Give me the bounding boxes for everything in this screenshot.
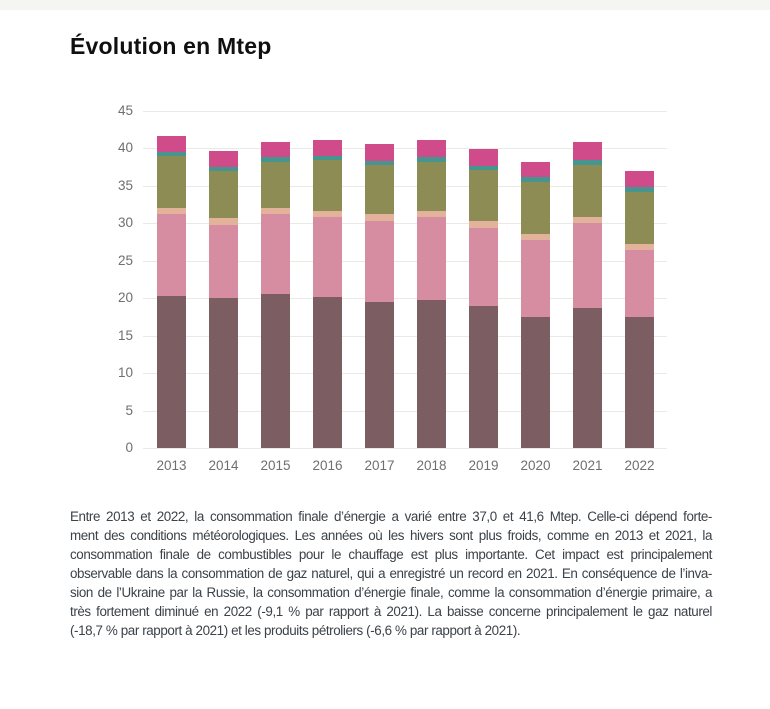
bar-segment-teal-2017[interactable] bbox=[365, 161, 394, 166]
bar-segment-brown-2016[interactable] bbox=[313, 297, 342, 449]
y-tick-label: 45 bbox=[117, 103, 133, 118]
y-tick-label: 15 bbox=[117, 328, 133, 343]
bar-segment-pink-2013[interactable] bbox=[157, 214, 186, 296]
bar-segment-olive-2022[interactable] bbox=[625, 192, 654, 245]
bar-segment-teal-2022[interactable] bbox=[625, 187, 654, 192]
bar-segment-brown-2020[interactable] bbox=[521, 317, 550, 448]
bar-segment-olive-2016[interactable] bbox=[313, 160, 342, 211]
bar-segment-peach-2015[interactable] bbox=[261, 208, 290, 214]
bar-segment-magenta-2020[interactable] bbox=[521, 162, 550, 177]
bar-segment-pink-2017[interactable] bbox=[365, 221, 394, 302]
bar-segment-pink-2020[interactable] bbox=[521, 240, 550, 317]
y-tick-label: 20 bbox=[117, 290, 133, 305]
top-band bbox=[0, 0, 770, 10]
bar-segment-olive-2021[interactable] bbox=[573, 165, 602, 218]
y-tick-label: 35 bbox=[117, 178, 133, 193]
bar-segment-magenta-2019[interactable] bbox=[469, 149, 498, 166]
x-tick-label: 2015 bbox=[260, 458, 291, 473]
bar-segment-brown-2018[interactable] bbox=[417, 300, 446, 449]
bar-segment-teal-2021[interactable] bbox=[573, 160, 602, 165]
description-line: (-18,7 % par rapport à 2021) et les produits pétroliers (-6,6 % par rapport à 2021). bbox=[70, 623, 521, 638]
bar-segment-teal-2013[interactable] bbox=[157, 152, 186, 157]
bar-segment-olive-2019[interactable] bbox=[469, 170, 498, 221]
description-paragraph bbox=[70, 507, 712, 640]
bar-segment-pink-2016[interactable] bbox=[313, 217, 342, 297]
y-tick-label: 10 bbox=[117, 365, 133, 380]
bar-segment-teal-2020[interactable] bbox=[521, 177, 550, 182]
x-tick-label: 2016 bbox=[312, 458, 343, 473]
bar-segment-brown-2021[interactable] bbox=[573, 308, 602, 448]
y-tick-label: 5 bbox=[125, 403, 133, 418]
bar-segment-pink-2014[interactable] bbox=[209, 225, 238, 299]
x-tick-label: 2013 bbox=[156, 458, 187, 473]
bar-segment-magenta-2016[interactable] bbox=[313, 140, 342, 156]
description-line: consommation finale de combustibles pour le chauffage est plus importante. Cet impact est principalement bbox=[70, 547, 712, 562]
bar-segment-magenta-2021[interactable] bbox=[573, 142, 602, 160]
y-tick-label: 30 bbox=[117, 215, 133, 230]
description-line: observable dans la consommation de gaz naturel, qui a enregistré un record en 2021. En conséquence de l’inva- bbox=[70, 566, 712, 581]
bar-segment-teal-2015[interactable] bbox=[261, 157, 290, 162]
bar-segment-peach-2016[interactable] bbox=[313, 211, 342, 217]
y-tick-label: 40 bbox=[117, 140, 133, 155]
bar-segment-magenta-2015[interactable] bbox=[261, 142, 290, 157]
bar-segment-olive-2014[interactable] bbox=[209, 171, 238, 218]
bar-segment-olive-2018[interactable] bbox=[417, 162, 446, 212]
bar-segment-pink-2022[interactable] bbox=[625, 250, 654, 317]
description-line: sion de l’Ukraine par la Russie, la consommation d’énergie finale, comme la consommation d’énergie primaire, a bbox=[70, 585, 712, 600]
bar-segment-brown-2015[interactable] bbox=[261, 294, 290, 449]
bar-segment-magenta-2013[interactable] bbox=[157, 136, 186, 152]
x-tick-label: 2017 bbox=[364, 458, 395, 473]
bar-segment-magenta-2017[interactable] bbox=[365, 144, 394, 161]
x-tick-label: 2020 bbox=[520, 458, 551, 473]
y-tick-label: 25 bbox=[117, 253, 133, 268]
bar-segment-brown-2019[interactable] bbox=[469, 306, 498, 449]
bar-segment-magenta-2014[interactable] bbox=[209, 151, 238, 167]
bar-segment-magenta-2022[interactable] bbox=[625, 171, 654, 188]
bar-segment-pink-2018[interactable] bbox=[417, 217, 446, 300]
bar-segment-brown-2013[interactable] bbox=[157, 296, 186, 448]
bar-segment-brown-2017[interactable] bbox=[365, 302, 394, 448]
bar-segment-peach-2018[interactable] bbox=[417, 211, 446, 217]
y-gridline bbox=[143, 111, 667, 112]
page-title: Évolution en Mtep bbox=[70, 33, 272, 59]
x-tick-label: 2022 bbox=[624, 458, 655, 473]
x-tick-label: 2019 bbox=[468, 458, 499, 473]
x-tick-label: 2018 bbox=[416, 458, 447, 473]
bar-segment-peach-2017[interactable] bbox=[365, 214, 394, 221]
bar-segment-teal-2018[interactable] bbox=[417, 157, 446, 162]
bar-segment-olive-2015[interactable] bbox=[261, 162, 290, 209]
x-tick-label: 2014 bbox=[208, 458, 239, 473]
bar-segment-pink-2019[interactable] bbox=[469, 228, 498, 305]
bar-segment-brown-2022[interactable] bbox=[625, 317, 654, 448]
bar-segment-teal-2016[interactable] bbox=[313, 156, 342, 161]
bar-segment-brown-2014[interactable] bbox=[209, 298, 238, 448]
description-line: Entre 2013 et 2022, la consommation finale d’énergie a varié entre 37,0 et 41,6 Mtep. Celle-ci dépend forte- bbox=[70, 509, 712, 524]
bar-segment-olive-2017[interactable] bbox=[365, 165, 394, 214]
description-line: très fortement diminué en 2022 (-9,1 % par rapport à 2021). La baisse concerne principalement le gaz naturel bbox=[70, 604, 712, 619]
description-line: ment des conditions météorologiques. Les années où les hivers sont plus froids, comme en 2013 et 2021, la bbox=[70, 528, 712, 543]
bar-segment-peach-2021[interactable] bbox=[573, 217, 602, 223]
bar-segment-olive-2020[interactable] bbox=[521, 182, 550, 235]
x-tick-label: 2021 bbox=[572, 458, 603, 473]
y-gridline bbox=[143, 448, 667, 449]
bar-segment-teal-2014[interactable] bbox=[209, 167, 238, 172]
bar-segment-peach-2022[interactable] bbox=[625, 244, 654, 250]
y-tick-label: 0 bbox=[125, 440, 133, 455]
bar-segment-peach-2013[interactable] bbox=[157, 208, 186, 214]
bar-segment-magenta-2018[interactable] bbox=[417, 140, 446, 157]
bar-segment-pink-2021[interactable] bbox=[573, 223, 602, 308]
bar-segment-peach-2019[interactable] bbox=[469, 221, 498, 229]
bar-segment-olive-2013[interactable] bbox=[157, 156, 186, 208]
bar-segment-peach-2020[interactable] bbox=[521, 234, 550, 240]
bar-segment-teal-2019[interactable] bbox=[469, 166, 498, 170]
bar-segment-peach-2014[interactable] bbox=[209, 218, 238, 225]
bar-segment-pink-2015[interactable] bbox=[261, 214, 290, 294]
